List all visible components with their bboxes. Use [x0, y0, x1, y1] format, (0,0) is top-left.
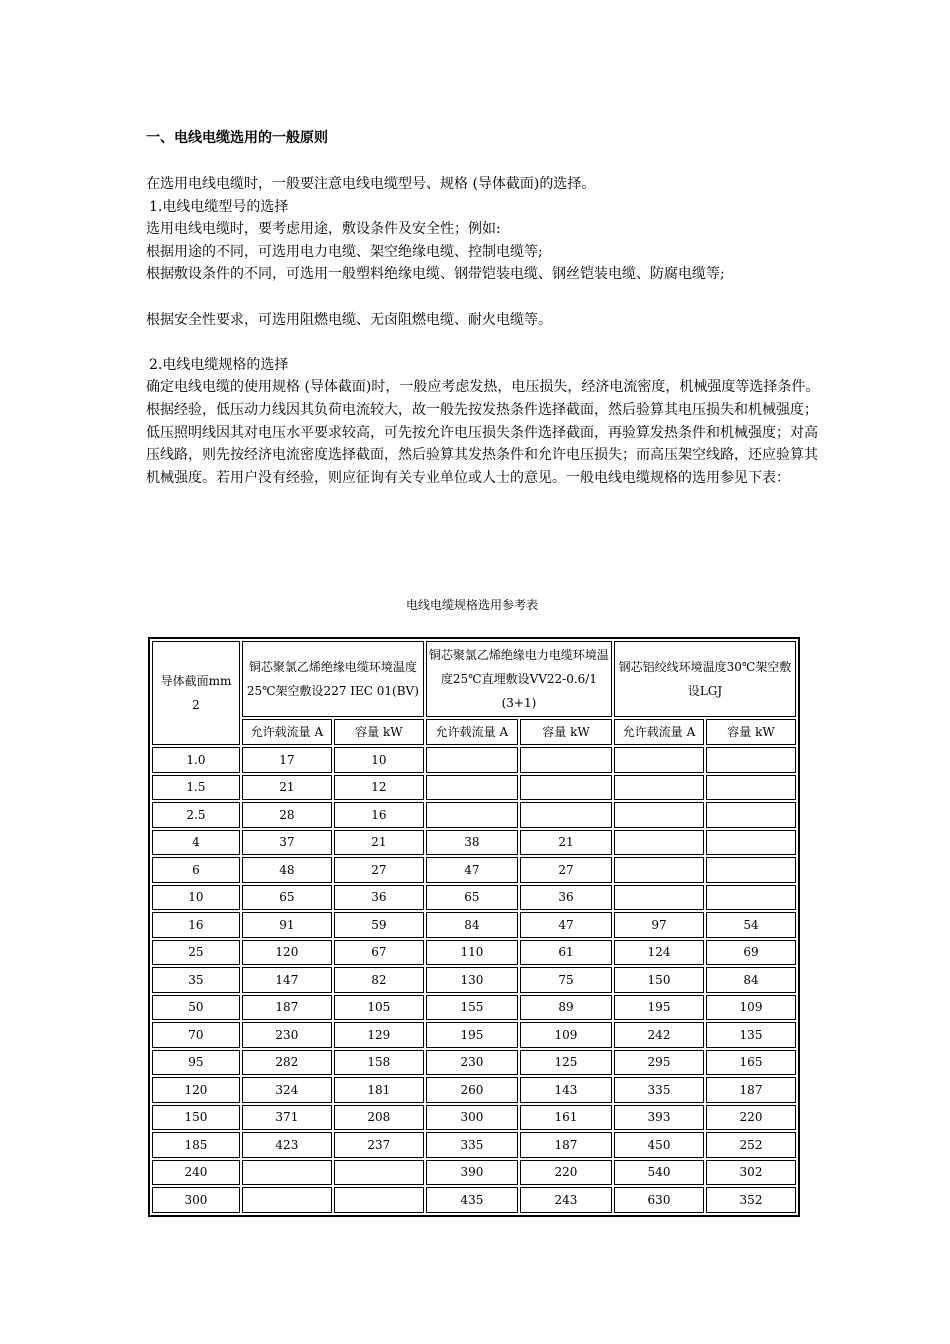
cell-value: 371 [242, 1105, 332, 1131]
paragraph: 2.电线电缆规格的选择 [149, 356, 289, 373]
cell-value: 390 [426, 1160, 518, 1186]
header-conductor-section: 导体截面mm 2 [152, 641, 240, 745]
table-row [152, 967, 796, 993]
paragraph: 根据经验，低压动力线因其负荷电流较大，故一般先按发热条件选择截面，然后验算其电压损失和机械强度；低压照明线因其对电压水平要求较高，可先按允许电压损失条件选择截面，再验算发热条件和机械强度；对高压线路，则先按经济电流密度选择截面，然后验算其发热条件和允许电压损失；而高压架空线路，还应验算其机械强度。若用户没有经验，则应征询有关专业单位或人士的意见。一般电线电缆规格的选用参见下表： [146, 401, 818, 486]
cell-value [614, 885, 704, 911]
cell-value: 21 [242, 775, 332, 801]
paragraph: 根据敷设条件的不同，可选用一般塑料绝缘电缆、钢带铠装电缆、钢丝铠装电缆、防腐电缆等; [146, 266, 725, 283]
cell-value: 84 [426, 912, 518, 938]
cell-value: 65 [426, 885, 518, 911]
cable-spec-table [148, 637, 800, 1217]
cell-value: 130 [426, 967, 518, 993]
cell-value: 91 [242, 912, 332, 938]
cell-value: 47 [520, 912, 612, 938]
header-group-lgj: 钢芯铝绞线环境温度30℃架空敷设LGJ [614, 641, 796, 717]
table-row [152, 1050, 796, 1076]
cell-value: 155 [426, 995, 518, 1021]
table-row [152, 1160, 796, 1186]
cell-value [614, 802, 704, 828]
subheader-current: 允许载流量 A [426, 719, 518, 745]
subheader-current: 允许载流量 A [614, 719, 704, 745]
cell-value: 59 [334, 912, 424, 938]
cell-value [614, 775, 704, 801]
header-group-bv: 铜芯聚氯乙烯绝缘电缆环境温度25℃架空敷设227 IEC 01(BV) [242, 641, 424, 717]
cell-value: 10 [334, 747, 424, 773]
cell-section: 6 [152, 857, 240, 883]
cell-value [334, 1187, 424, 1213]
cell-section: 10 [152, 885, 240, 911]
cell-value [706, 747, 796, 773]
cell-value [520, 802, 612, 828]
cell-value: 120 [242, 940, 332, 966]
table-row [152, 912, 796, 938]
subheader-current: 允许载流量 A [242, 719, 332, 745]
paragraph: 根据安全性要求，可选用阻燃电缆、无卤阻燃电缆、耐火电缆等。 [146, 311, 552, 328]
cell-value [334, 1160, 424, 1186]
subheader-capacity: 容量 kW [706, 719, 796, 745]
cell-value: 27 [520, 857, 612, 883]
header-group-vv22: 铜芯聚氯乙烯绝缘电力电缆环境温度25℃直埋敷设VV22-0.6/1 (3+1) [426, 641, 612, 717]
cell-value: 450 [614, 1132, 704, 1158]
cell-value: 220 [706, 1105, 796, 1131]
cell-section: 120 [152, 1077, 240, 1103]
cell-value: 135 [706, 1022, 796, 1048]
cell-value: 435 [426, 1187, 518, 1213]
cell-value: 61 [520, 940, 612, 966]
cell-value: 181 [334, 1077, 424, 1103]
cell-value [614, 830, 704, 856]
cell-value: 300 [426, 1105, 518, 1131]
cell-value: 295 [614, 1050, 704, 1076]
cell-value: 352 [706, 1187, 796, 1213]
cell-value: 84 [706, 967, 796, 993]
cell-value: 124 [614, 940, 704, 966]
table-body [152, 747, 796, 1213]
cell-value: 110 [426, 940, 518, 966]
cell-section: 4 [152, 830, 240, 856]
subheader-capacity: 容量 kW [334, 719, 424, 745]
cell-value: 129 [334, 1022, 424, 1048]
cell-section: 300 [152, 1187, 240, 1213]
cell-section: 150 [152, 1105, 240, 1131]
section-heading: 一、电线电缆选用的一般原则 [146, 130, 328, 146]
cell-value [614, 857, 704, 883]
cell-value: 109 [520, 1022, 612, 1048]
cell-value [706, 857, 796, 883]
table-row [152, 1105, 796, 1131]
cell-value: 109 [706, 995, 796, 1021]
table-row [152, 1187, 796, 1213]
cell-value: 36 [520, 885, 612, 911]
cell-value: 242 [614, 1022, 704, 1048]
cell-value: 82 [334, 967, 424, 993]
table-row [152, 830, 796, 856]
cell-section: 240 [152, 1160, 240, 1186]
table-caption: 电线电缆规格选用参考表 [405, 598, 538, 612]
cell-value: 105 [334, 995, 424, 1021]
cell-value: 54 [706, 912, 796, 938]
cell-value: 143 [520, 1077, 612, 1103]
cell-value: 37 [242, 830, 332, 856]
cell-value: 324 [242, 1077, 332, 1103]
cell-value: 150 [614, 967, 704, 993]
cell-value: 21 [334, 830, 424, 856]
cell-section: 35 [152, 967, 240, 993]
cell-value: 195 [426, 1022, 518, 1048]
table-row [152, 1077, 796, 1103]
table-row [152, 995, 796, 1021]
cell-value: 260 [426, 1077, 518, 1103]
cell-value: 237 [334, 1132, 424, 1158]
cell-value: 65 [242, 885, 332, 911]
cell-value: 36 [334, 885, 424, 911]
cell-value: 540 [614, 1160, 704, 1186]
cell-value: 158 [334, 1050, 424, 1076]
cell-value: 243 [520, 1187, 612, 1213]
cell-value [242, 1187, 332, 1213]
cell-value: 125 [520, 1050, 612, 1076]
cell-value: 187 [520, 1132, 612, 1158]
paragraph: 1.电线电缆型号的选择 [149, 198, 289, 215]
cell-value: 21 [520, 830, 612, 856]
paragraph: 选用电线电缆时，要考虑用途，敷设条件及安全性；例如: [146, 221, 501, 238]
table-row [152, 857, 796, 883]
table-row [152, 775, 796, 801]
cell-value: 165 [706, 1050, 796, 1076]
cell-section: 2.5 [152, 802, 240, 828]
cell-value [426, 747, 518, 773]
cell-value [706, 775, 796, 801]
cell-value [426, 775, 518, 801]
cell-value [706, 830, 796, 856]
cell-section: 50 [152, 995, 240, 1021]
table-row [152, 885, 796, 911]
cell-value: 147 [242, 967, 332, 993]
cell-value [426, 802, 518, 828]
cell-value: 187 [706, 1077, 796, 1103]
cell-value: 393 [614, 1105, 704, 1131]
cell-value: 630 [614, 1187, 704, 1213]
cell-value: 335 [426, 1132, 518, 1158]
cell-value: 423 [242, 1132, 332, 1158]
table-row [152, 802, 796, 828]
cell-value [520, 775, 612, 801]
cell-section: 185 [152, 1132, 240, 1158]
table-row [152, 940, 796, 966]
cell-value: 252 [706, 1132, 796, 1158]
cell-value: 89 [520, 995, 612, 1021]
paragraph: 根据用途的不同，可选用电力电缆、架空绝缘电缆、控制电缆等; [146, 243, 543, 260]
cell-value: 187 [242, 995, 332, 1021]
cell-value [706, 802, 796, 828]
cell-section: 25 [152, 940, 240, 966]
cell-section: 70 [152, 1022, 240, 1048]
table-row [152, 1022, 796, 1048]
cell-value [242, 1160, 332, 1186]
cell-value: 69 [706, 940, 796, 966]
cell-value: 75 [520, 967, 612, 993]
subheader-capacity: 容量 kW [520, 719, 612, 745]
cell-value: 302 [706, 1160, 796, 1186]
cell-value: 28 [242, 802, 332, 828]
cell-value: 230 [242, 1022, 332, 1048]
cell-section: 16 [152, 912, 240, 938]
cell-value: 17 [242, 747, 332, 773]
paragraph: 确定电线电缆的使用规格 (导体截面)时，一般应考虑发热，电压损失，经济电流密度，机械强度等选择条件。 [146, 379, 820, 396]
cell-value: 230 [426, 1050, 518, 1076]
cell-value [614, 747, 704, 773]
table-row [152, 1132, 796, 1158]
cell-value: 97 [614, 912, 704, 938]
cell-value: 208 [334, 1105, 424, 1131]
cell-value: 38 [426, 830, 518, 856]
table-row [152, 747, 796, 773]
cell-value: 47 [426, 857, 518, 883]
cell-value [520, 747, 612, 773]
cell-value: 220 [520, 1160, 612, 1186]
body-text [146, 173, 826, 489]
cell-value [706, 885, 796, 911]
cell-section: 1.0 [152, 747, 240, 773]
cell-value: 282 [242, 1050, 332, 1076]
cell-value: 16 [334, 802, 424, 828]
cell-section: 95 [152, 1050, 240, 1076]
cell-value: 195 [614, 995, 704, 1021]
paragraph: 在选用电线电缆时，一般要注意电线电缆型号、规格 (导体截面)的选择。 [146, 176, 596, 192]
cell-value: 27 [334, 857, 424, 883]
cell-value: 161 [520, 1105, 612, 1131]
cell-value: 335 [614, 1077, 704, 1103]
cell-value: 12 [334, 775, 424, 801]
cell-value: 67 [334, 940, 424, 966]
cell-value: 48 [242, 857, 332, 883]
cell-section: 1.5 [152, 775, 240, 801]
